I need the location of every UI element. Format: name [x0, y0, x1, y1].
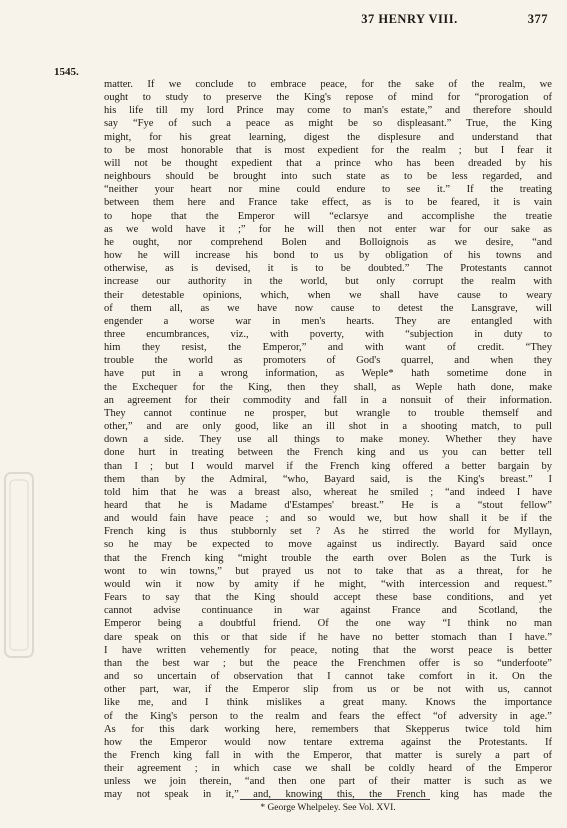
text-line: than I ; but I would marvel if the French king offered a better bargain by: [104, 460, 552, 472]
margin-year: 1545.: [54, 66, 79, 78]
text-line: of the King's person to the realm and fears the effect “of adversity in age.”: [104, 710, 552, 722]
text-line: so he may be expected to move against us indirectly. Bayard said once: [104, 539, 552, 551]
body-text: [104, 78, 552, 802]
text-line: They cannot continue ne prosper, but wrangle to trouble themself and: [104, 407, 552, 419]
text-line: say “Fye of such a peace as might be so displeasant.” True, the King: [104, 118, 552, 130]
text-line: the French king fall in with the Emperor, that matter is surely a part of: [104, 749, 552, 761]
text-line: wont to win towns,” but prayed us not to take that as a threat, for he: [104, 565, 552, 577]
text-line: I have written vehemently for peace, noting that the worst peace is better: [104, 644, 552, 656]
text-line: between them here and France take effect, as is to be feared, it is vain: [104, 197, 552, 209]
text-line: trouble the world as promoters of God's quarrel, and when they: [104, 355, 552, 367]
text-line: other part, war, if the Emperor slip from us or be not with us, cannot: [104, 684, 552, 696]
text-line: Fears to say that the King should accept these base conditions, and yet: [104, 592, 552, 604]
running-header: [118, 12, 548, 27]
text-line: of them all, as we have now cause to detest the Lansgrave, will: [104, 302, 552, 314]
footnote-rule: [240, 799, 430, 800]
text-line: told him that he was a breast also, whereat he smiled ; “and indeed I have: [104, 486, 552, 498]
text-line: have put in a wrong information, as Weple* hath sometime done in: [104, 368, 552, 380]
text-line: will not be thought expedient that a prince who has been dreaded by his: [104, 157, 552, 169]
text-line: might, for his great learning, digest the displesure and understand that: [104, 131, 552, 143]
text-line: them than by the Admiral, “who, Bayard said, is the King's breast.” I: [104, 473, 552, 485]
text-line: and would fain have peace ; and so would we, but how shall it be if the: [104, 513, 552, 525]
text-line: their detestable opinions, which, when we shall have cause to weary: [104, 289, 552, 301]
text-line: French king is thus stubbornly set ? As he stirred the world for Myllayn,: [104, 526, 552, 538]
text-line: matter. If we conclude to embrace peace, for the sake of the realm, we: [104, 79, 552, 90]
text-line: how the Emperor would now tentare extrema against the Protestants. If: [104, 736, 552, 748]
text-line: that the French king “might trouble the earth over Bolen as the Turk is: [104, 552, 552, 564]
text-line: the Exchequer for the King, then they shall, as Weple hath done, make: [104, 381, 552, 393]
text-line: cannot advise continuance in war against France and Scotland, the: [104, 605, 552, 617]
text-line: Emperor being a doubtful friend. Of the one way “I think no man: [104, 618, 552, 630]
text-line: heard that he is Madame d'Estampes' breast.” He is a “stout fellow”: [104, 500, 552, 511]
text-line: how he will increase his bond to us by obligation of his towns and: [104, 250, 552, 262]
text-line: unless we join therein, “and then one part of their matter is such as we: [104, 776, 552, 788]
text-line: otherwise, as is devised, it is to be doubted.” The Protestants cannot: [104, 263, 552, 275]
library-stamp-watermark: [2, 470, 36, 660]
text-line: done hurt in treating between the French king and us you can better tell: [104, 447, 552, 459]
text-line: his life till my lord Prince may come to man's estate,” and therefore should: [104, 105, 552, 117]
text-line: than the best war ; but the peace the Frenchmen offer is so “underfoote”: [104, 657, 552, 669]
text-line: ought to study to preserve the King's repose of mind for “prorogation of: [104, 92, 552, 104]
text-line: dare speak on this or that side if he have no better stomach than I have.”: [104, 631, 552, 643]
running-head-title: 37 HENRY VIII.: [361, 12, 458, 26]
text-line: and so uncertain of observation that I cannot take comfort in it. On the: [104, 671, 552, 683]
text-line: to be most honorable that is most expedient for the realm ; but I fear it: [104, 144, 552, 156]
text-line: to hope that the Emperor will “eclarsye and accomplishe the treatie: [104, 210, 552, 222]
text-line: their agreement ; in which case we shall be coldly heard of the Emperor: [104, 763, 552, 775]
text-line: As for this dark working here, remembers that Skepperus twice told him: [104, 723, 552, 735]
text-line: like me, and I think mislikes a great many. Knows the importance: [104, 697, 552, 709]
text-line: he ought, nor comprehend Bolen and Bolloignois as we desire, “and: [104, 236, 552, 248]
text-line: neighbours should be brought into such state as to be less regarded, and: [104, 171, 552, 183]
text-line: as we wold have it ;” for he will then not enter war for our sake as: [104, 223, 552, 235]
text-line: other,” and are only good, like an ill shot in a shooting match, to pull: [104, 421, 552, 433]
text-line: engender a worse war in men's hearts. They are entangled with: [104, 315, 552, 327]
page-number: 377: [527, 12, 548, 26]
text-line: may not speak in it,” and, knowing this, the French king has made the: [104, 789, 552, 801]
text-line: down a side. They use all things to make money. Whether they have: [104, 434, 552, 446]
text-line: an agreement for their commodity and fall in a nonsuit of their information.: [104, 394, 552, 406]
text-line: increase our authority in the world, but only corrupt the realm with: [104, 276, 552, 288]
text-line: “neither your heart nor mine could endure to see it.” If the treating: [104, 184, 552, 196]
text-line: three encumbrances, viz., with poverty, with “subjection in duty to: [104, 328, 552, 340]
text-line: would win it now by amity if he might, “with intercession and request.”: [104, 578, 552, 590]
text-line: him they resist, the Emperor,” and with want of credit. “They: [104, 342, 552, 354]
footnote: * George Whelpeley. See Vol. XVI.: [260, 803, 396, 813]
